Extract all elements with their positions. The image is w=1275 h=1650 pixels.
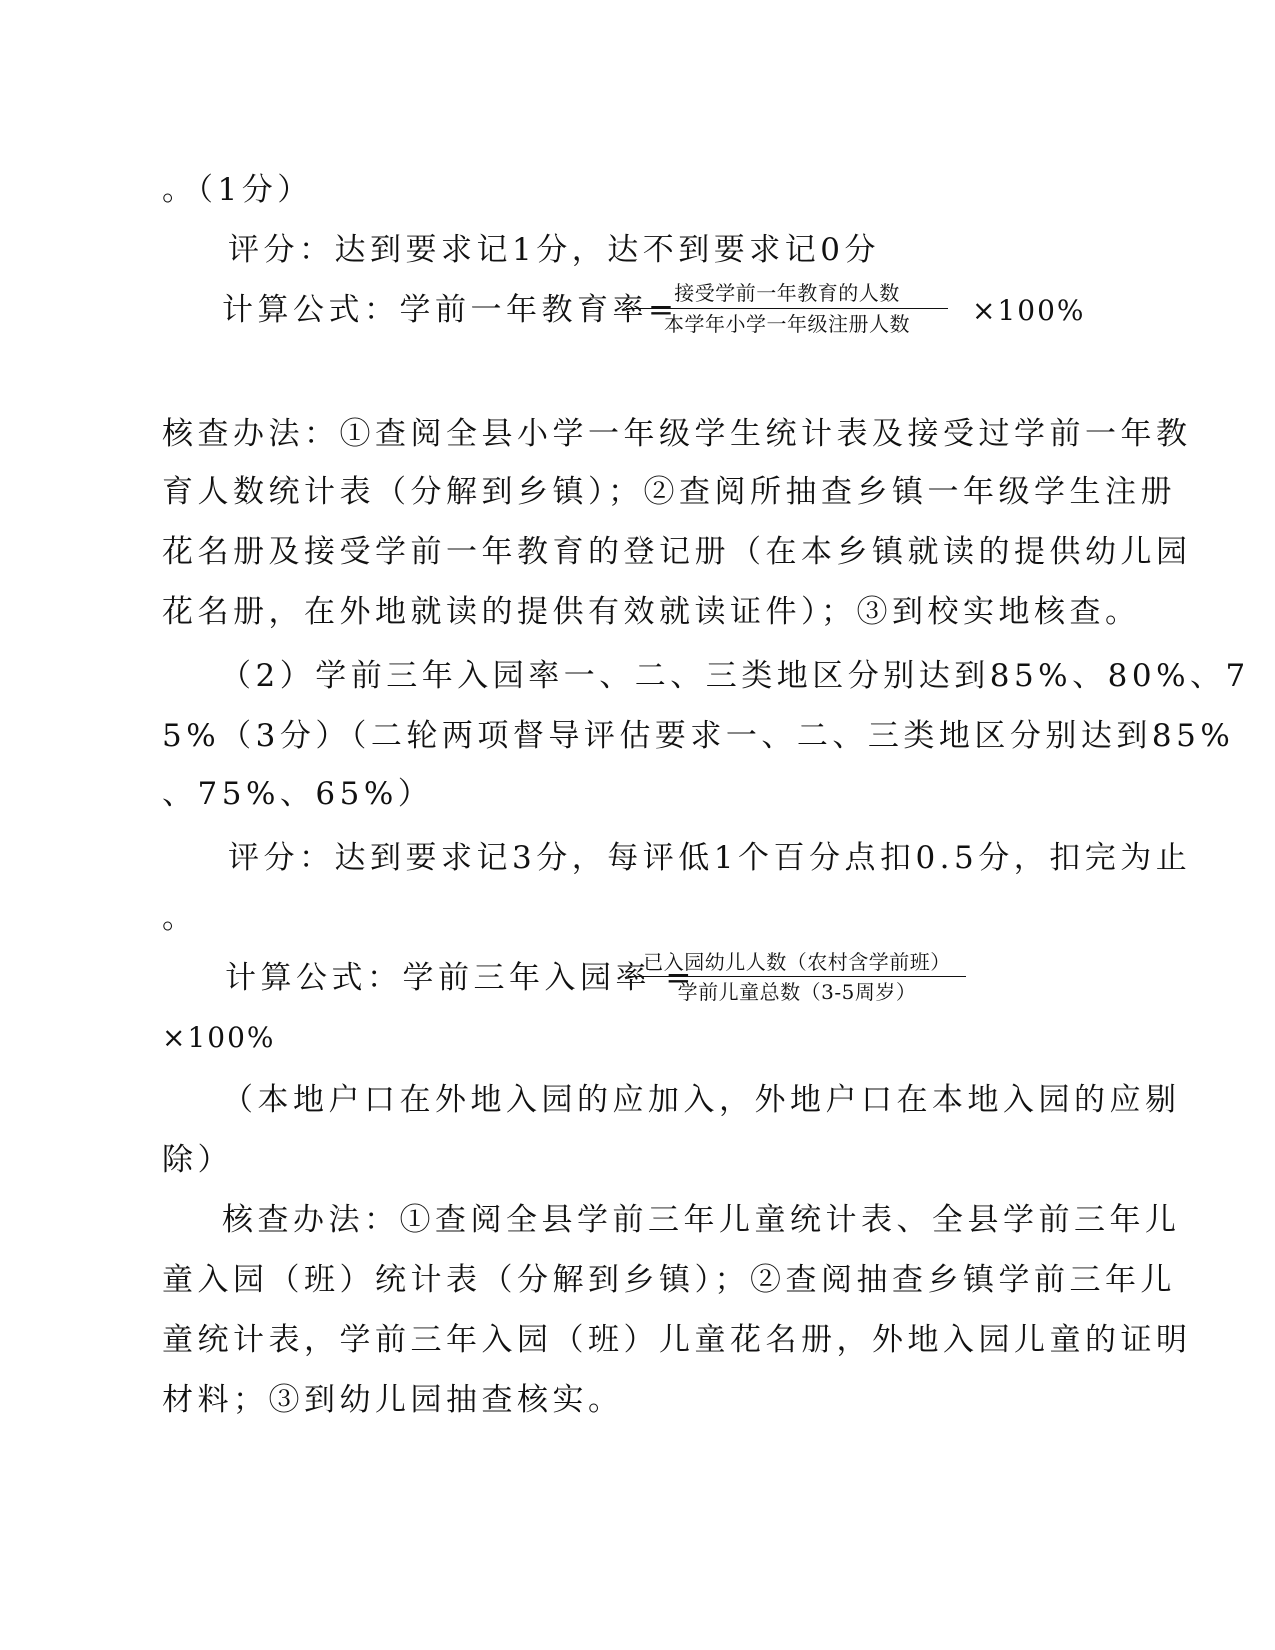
formula-label: 计算公式：学前一年教育率= [222, 292, 679, 328]
text-line: 童统计表，学前三年入园（班）儿童花名册，外地入园儿童的证明 [162, 1322, 1192, 1358]
text-line: 5%（3分）（二轮两项督导评估要求一、二、三类地区分别达到85% [162, 718, 1235, 754]
scoring-rule-1: 评分：达到要求记1分，达不到要求记0分 [228, 232, 880, 268]
text-line: 核查办法：①查阅全县小学一年级学生统计表及接受过学前一年教 [162, 416, 1192, 452]
fraction [628, 949, 966, 1004]
text-line: 核查办法：①查阅全县学前三年儿童统计表、全县学前三年儿 [222, 1202, 1181, 1238]
fraction-denominator: 学前儿童总数（3-5周岁） [677, 980, 917, 1004]
text-line: 童入园（班）统计表（分解到乡镇）；②查阅抽查乡镇学前三年儿 [162, 1262, 1176, 1298]
text-line: 材料；③到幼儿园抽查核实。 [162, 1382, 624, 1418]
formula-multiplier: ×100% [972, 294, 1086, 327]
fraction-numerator: 接受学前一年教育的人数 [674, 281, 900, 305]
text-line: 。（1分） [162, 172, 313, 208]
fraction-denominator: 本学年小学一年级注册人数 [664, 312, 910, 336]
formula-multiplier: ×100% [162, 1021, 276, 1054]
text-line: （2）学前三年入园率一、二、三类地区分别达到85%、80%、7 [220, 658, 1250, 694]
fraction [626, 279, 948, 336]
text-line: （本地户口在外地入园的应加入，外地户口在本地入园的应剔 [222, 1082, 1181, 1118]
fraction-numerator: 已入园幼儿人数（农村含学前班） [643, 950, 951, 974]
text-line: 育人数统计表（分解到乡镇）；②查阅所抽查乡镇一年级学生注册 [162, 474, 1176, 510]
text-line: 除） [162, 1142, 233, 1178]
scoring-rule-2: 评分：达到要求记3分，每评低1个百分点扣0.5分，扣完为止 [228, 840, 1192, 876]
text-line: 、75%、65%） [162, 776, 434, 812]
text-line: 。 [162, 900, 198, 936]
text-line: 花名册，在外地就读的提供有效就读证件）；③到校实地核查。 [162, 594, 1141, 630]
text-line: 花名册及接受学前一年教育的登记册（在本乡镇就读的提供幼儿园 [162, 534, 1192, 570]
formula-label: 计算公式：学前三年入园率 = [225, 960, 696, 996]
